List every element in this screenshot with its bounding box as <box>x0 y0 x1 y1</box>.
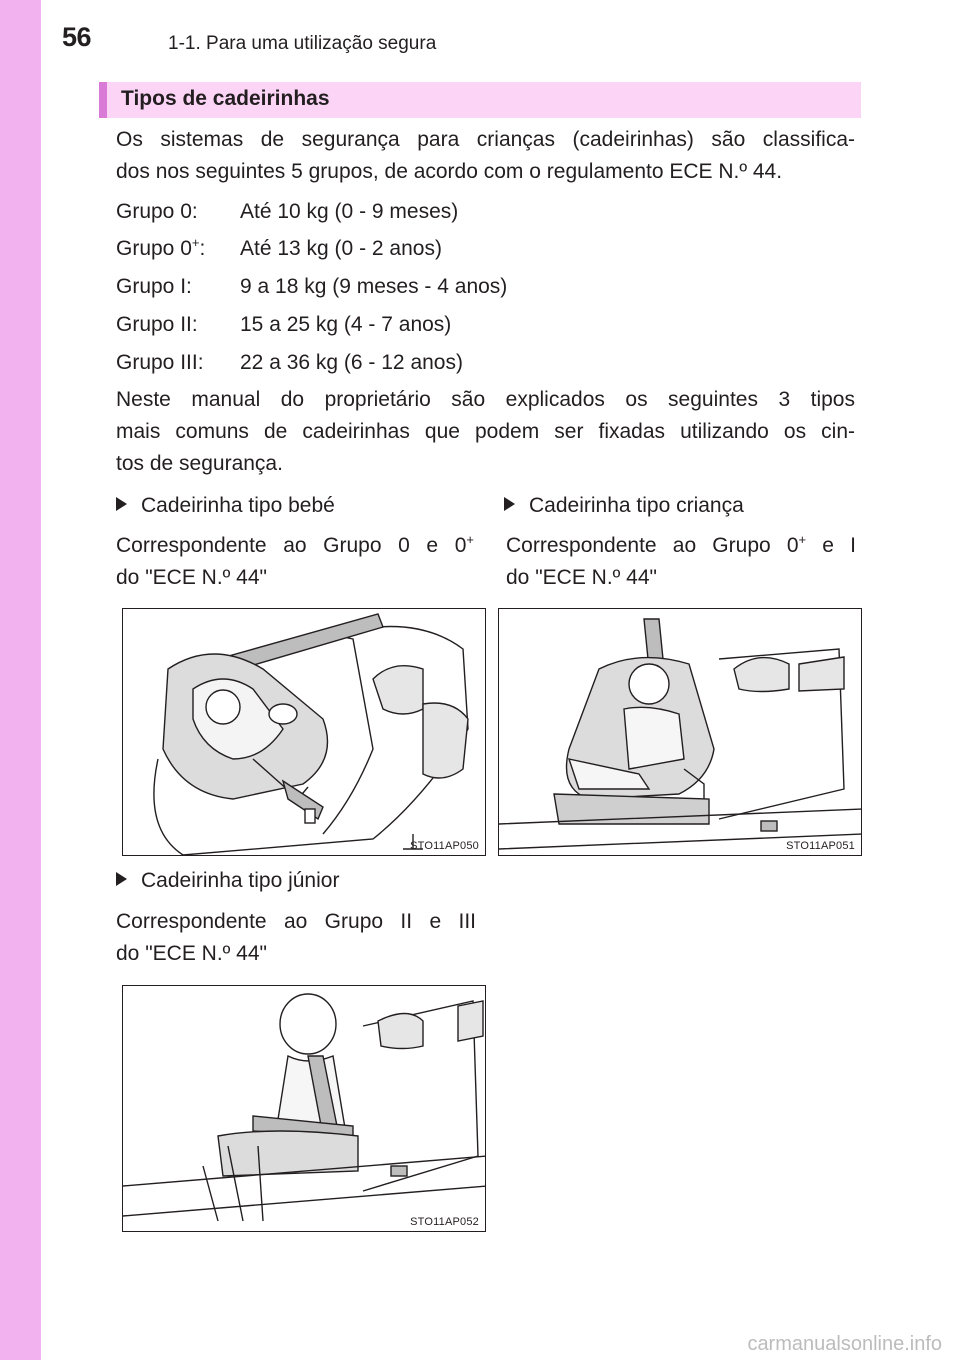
baby-seat-description: Correspondente ao Grupo 0 e 0+ do "ECE N.º 44" <box>116 532 474 589</box>
group-label: Grupo 0+: <box>116 235 206 260</box>
child-seat-description: Correspondente ao Grupo 0+ e I do "ECE N.º 44" <box>506 532 856 589</box>
junior-seat-drawing <box>123 986 486 1232</box>
chapter-title: 1-1. Para uma utilização segura <box>168 33 437 54</box>
bullet-heading-junior-seat: Cadeirinha tipo júnior <box>116 869 339 893</box>
group-value: Até 13 kg (0 - 2 anos) <box>240 237 442 260</box>
child-seat-drawing <box>499 609 862 856</box>
group-value: Até 10 kg (0 - 9 meses) <box>240 200 459 223</box>
junior-seat-description: Correspondente ao Grupo II e III do "ECE N.º 44" <box>116 910 476 965</box>
manual-line-1: Neste manual do proprietário são explicados os seguintes 3 tipos <box>116 388 855 411</box>
intro-line-2: dos nos seguintes 5 grupos, de acordo com o regulamento ECE N.º 44. <box>116 160 783 183</box>
intro-line-1: Os sistemas de segurança para crianças (cadeirinhas) são classifica- <box>116 128 855 151</box>
child-seat-illustration <box>498 608 862 856</box>
section-title: Tipos de cadeirinhas <box>121 87 330 110</box>
bullet-heading-baby-seat: Cadeirinha tipo bebé <box>116 494 335 518</box>
group-label: Grupo 0: <box>116 200 198 223</box>
manual-line-2: mais comuns de cadeirinhas que podem ser fixadas utilizando os cin- <box>116 420 855 443</box>
group-value: 9 a 18 kg (9 meses - 4 anos) <box>240 275 508 298</box>
triangle-bullet-icon <box>116 497 127 511</box>
group-label: Grupo I: <box>116 275 192 298</box>
group-label: Grupo II: <box>116 313 198 336</box>
manual-paragraph <box>116 384 855 480</box>
baby-seat-illustration <box>122 608 486 856</box>
triangle-bullet-icon <box>116 872 127 886</box>
junior-seat-illustration <box>122 985 486 1232</box>
intro-paragraph <box>116 124 855 188</box>
group-value: 15 a 25 kg (4 - 7 anos) <box>240 313 452 336</box>
baby-seat-drawing <box>123 609 486 856</box>
figure-code: STO11AP050 <box>410 840 479 852</box>
group-label: Grupo III: <box>116 351 204 374</box>
manual-line-3: tos de segurança. <box>116 452 283 475</box>
figure-code: STO11AP051 <box>786 840 855 852</box>
site-watermark: carmanualsonline.info <box>747 1333 942 1355</box>
section-header <box>99 82 861 118</box>
group-value: 22 a 36 kg (6 - 12 anos) <box>240 351 463 374</box>
chapter-sidebar-band <box>0 0 41 1360</box>
bullet-heading-child-seat: Cadeirinha tipo criança <box>504 494 744 518</box>
triangle-bullet-icon <box>504 497 515 511</box>
figure-code: STO11AP052 <box>410 1216 479 1228</box>
page-number: 56 <box>62 22 92 52</box>
